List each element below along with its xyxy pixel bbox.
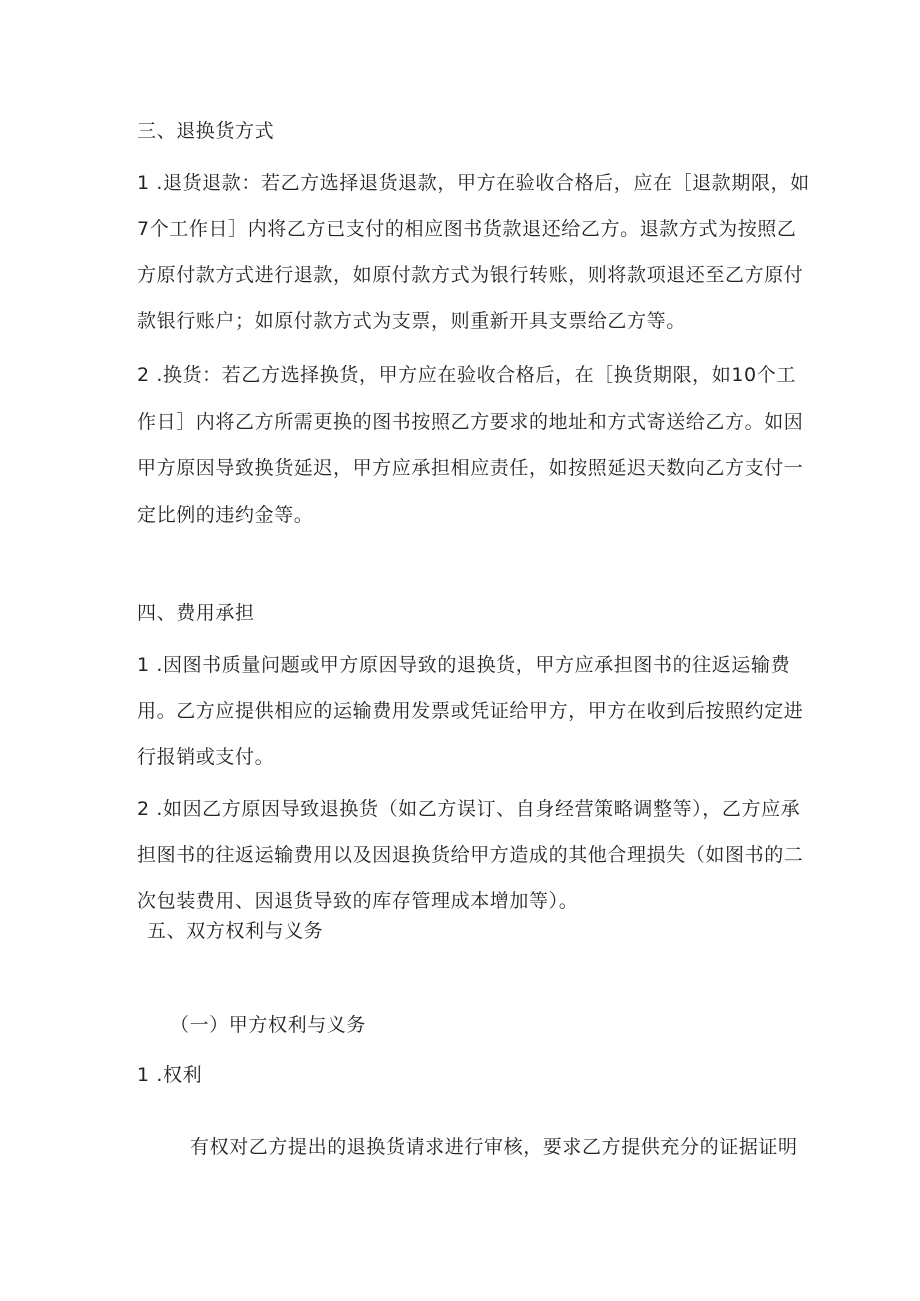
section-3-item-1-line-2: 7个工作日］内将乙方已支付的相应图书货款退还给乙方。退款方式为按照乙: [137, 218, 797, 240]
section-3-item-1-line-4: 款银行账户；如原付款方式为支票，则重新开具支票给乙方等。: [137, 310, 686, 332]
section-4-heading: 四、费用承担: [137, 602, 255, 624]
section-4-item-1-line-2: 用。乙方应提供相应的运输费用发票或凭证给甲方，甲方在收到后按照约定进: [137, 700, 804, 722]
section-3-item-2-line-4: 定比例的违约金等。: [137, 504, 314, 526]
section-4-item-1-line-3: 行报销或支付。: [137, 746, 275, 768]
section-5-sub-1-item-1-heading: 1 .权利: [137, 1064, 203, 1086]
section-3-item-1-line-1: 1 .退货退款：若乙方选择退货退款，甲方在验收合格后，应在［退款期限，如: [137, 172, 810, 194]
section-3-item-2-line-1: 2 .换货：若乙方选择换货，甲方应在验收合格后，在［换货期限，如10个工: [137, 364, 796, 386]
section-3-item-2-line-3: 甲方原因导致换货延迟，甲方应承担相应责任，如按照延迟天数向乙方支付一: [137, 457, 804, 479]
section-4-item-2-line-2: 担图书的往返运输费用以及因退换货给甲方造成的其他合理损失（如图书的二: [137, 844, 804, 866]
section-4-item-2-line-3: 次包装费用、因退货导致的库存管理成本增加等）。: [137, 890, 579, 912]
section-4-item-1-line-1: 1 .因图书质量问题或甲方原因导致的退换货，甲方应承担图书的往返运输费: [137, 654, 791, 676]
section-4-item-2-line-1: 2 .如因乙方原因导致退换货（如乙方误订、自身经营策略调整等），乙方应承: [137, 798, 801, 820]
section-5-heading: 五、双方权利与义务: [147, 920, 324, 942]
section-3-item-1-line-3: 方原付款方式进行退款，如原付款方式为银行转账，则将款项退还至乙方原付: [137, 264, 804, 286]
section-3-item-2-line-2: 作日］内将乙方所需更换的图书按照乙方要求的地址和方式寄送给乙方。如因: [137, 411, 804, 433]
section-5-sub-1-heading: （一）甲方权利与义务: [170, 1014, 367, 1036]
section-3-heading: 三、退换货方式: [137, 120, 275, 142]
section-5-sub-1-item-1-text: 有权对乙方提出的退换货请求进行审核，要求乙方提供充分的证据证明: [190, 1136, 798, 1158]
